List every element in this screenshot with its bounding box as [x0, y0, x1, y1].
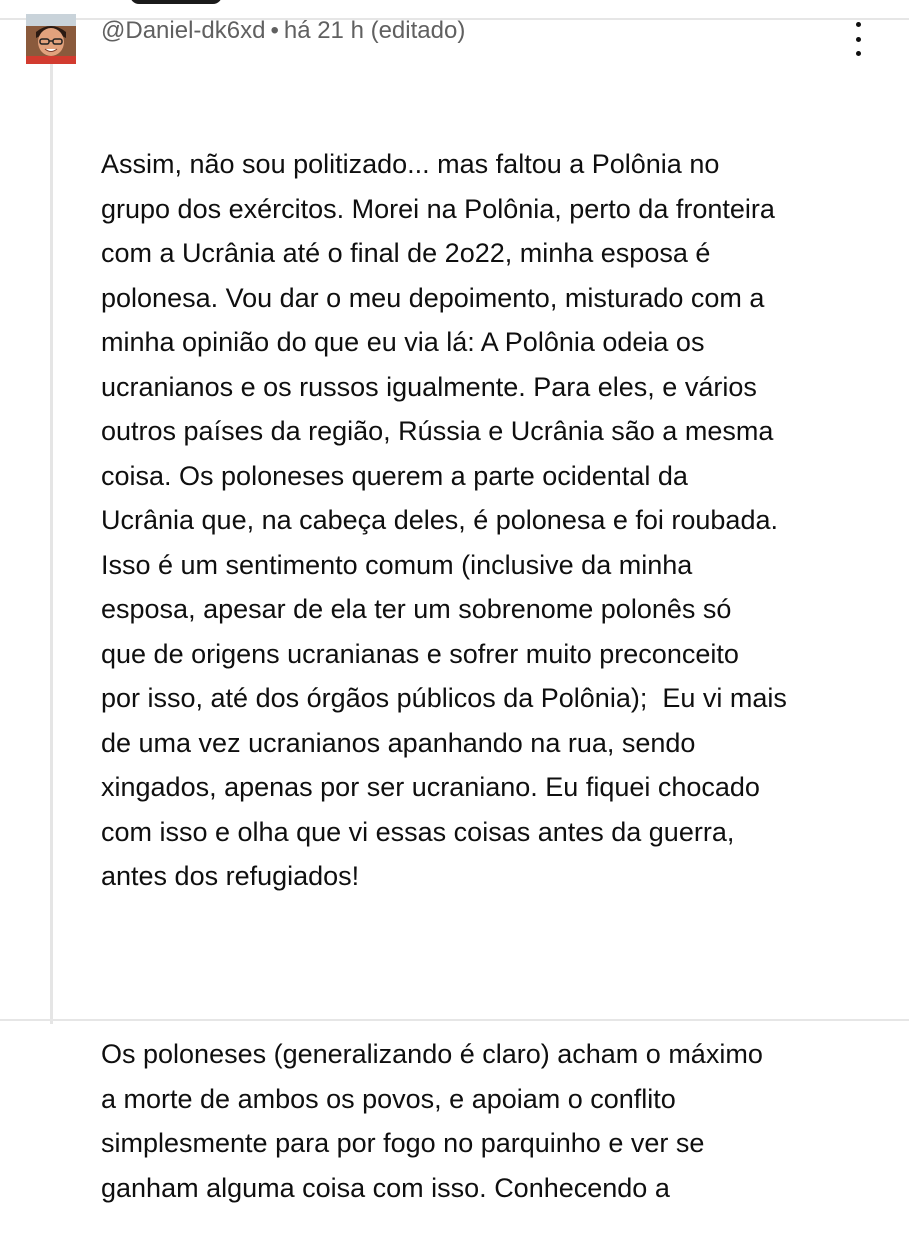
user-avatar[interactable]: [26, 14, 76, 64]
top-edge-tab: [130, 0, 222, 4]
comment-paragraph: Assim, não sou politizado... mas faltou a Polônia no grupo dos exércitos. Morei na Polônia, perto da fronteira com a Ucrânia até o final de 2o22, minha esposa é polonesa. Vou dar o meu depoimento, misturado com a minha opinião do que eu via lá: A Polônia odeia os ucranianos e os russos igualmente. Para eles, e vários outros países da região, Rússia e Ucrânia são a mesma coisa. Os poloneses querem a parte ocidental da Ucrânia que, na cabeça deles, é polonesa e foi roubada. Isso é um sentimento comum (inclusive da minha esposa, apesar de ela ter um sobrenome polonês só que de origens ucranianas e sofrer muito preconceito por isso, até dos órgãos públicos da Polônia); Eu vi mais de uma vez ucranianos apanhando na rua, sendo xingados, apenas por ser ucraniano. Eu fiquei chocado com isso e olha que vi essas coisas antes da guerra, antes dos refugiados!: [101, 149, 787, 891]
comment-edited-label: (editado): [370, 17, 466, 44]
meta-separator: •: [270, 17, 279, 44]
kebab-dot: [856, 22, 861, 27]
thread-line: [50, 64, 53, 1024]
comment-author[interactable]: @Daniel-dk6xd: [101, 17, 266, 44]
bottom-divider: [0, 1019, 909, 1021]
comment-time[interactable]: há 21 h: [283, 17, 364, 44]
kebab-dot: [856, 37, 861, 42]
comment-body: [101, 53, 861, 1255]
user-avatar-icon: [26, 14, 76, 64]
comment-meta: [101, 15, 465, 47]
kebab-menu-icon[interactable]: [846, 22, 870, 56]
comment-paragraph: Os poloneses (generalizando é claro) acham o máximo a morte de ambos os povos, e apoiam o conflito simplesmente para por fogo no parquinho e ver se ganham alguma coisa com isso. Conhecendo a: [101, 1039, 763, 1203]
